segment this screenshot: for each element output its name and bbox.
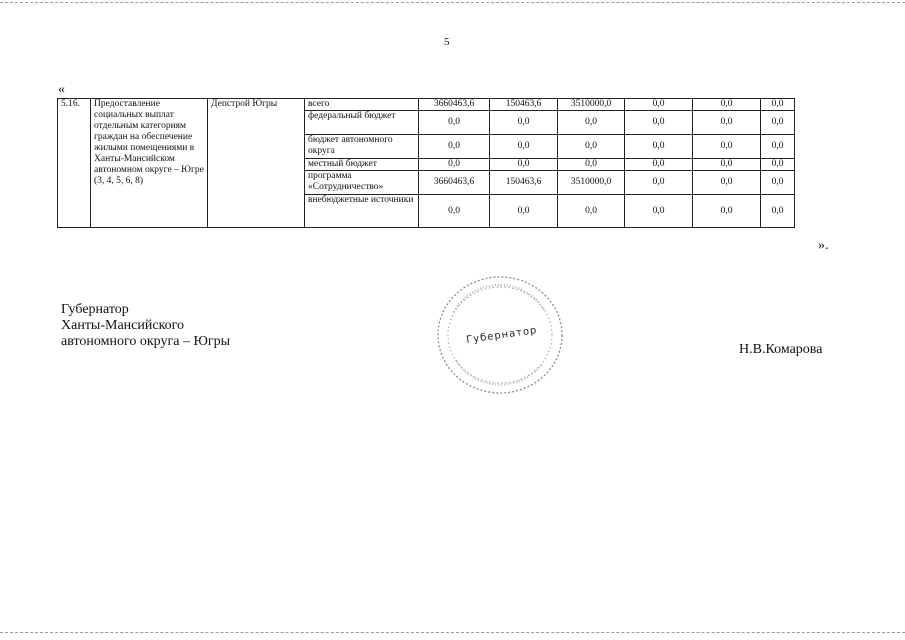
value-cell: 0,0 xyxy=(693,159,761,171)
value-cell: 150463,6 xyxy=(490,171,558,195)
value-cell: 0,0 xyxy=(625,111,693,135)
signatory-title-line: Ханты-Мансийского xyxy=(61,318,185,333)
value-cell: 0,0 xyxy=(693,99,761,111)
value-cell: 0,0 xyxy=(625,135,693,159)
value-cell: 3660463,6 xyxy=(419,99,490,111)
funding-source: местный бюджет xyxy=(305,159,419,171)
funding-source: всего xyxy=(305,99,419,111)
value-cell: 0,0 xyxy=(761,171,795,195)
funding-table xyxy=(57,98,795,228)
value-cell: 0,0 xyxy=(625,159,693,171)
value-cell: 0,0 xyxy=(625,171,693,195)
value-cell: 0,0 xyxy=(419,111,490,135)
value-cell: 0,0 xyxy=(761,135,795,159)
signatory-title-line: Губернатор xyxy=(61,302,129,317)
funding-source: программа «Сотрудничество» xyxy=(305,171,419,195)
value-cell: 0,0 xyxy=(558,159,625,171)
value-cell: 150463,6 xyxy=(490,99,558,111)
value-cell: 0,0 xyxy=(490,111,558,135)
funding-source: внебюджетные источники xyxy=(305,195,419,228)
funding-source: федеральный бюджет xyxy=(305,111,419,135)
value-cell: 0,0 xyxy=(693,111,761,135)
value-cell: 0,0 xyxy=(490,135,558,159)
value-cell: 0,0 xyxy=(693,171,761,195)
value-cell: 0,0 xyxy=(625,99,693,111)
value-cell: 0,0 xyxy=(558,195,625,228)
program-executor: Депстрой Югры xyxy=(208,99,305,228)
value-cell: 0,0 xyxy=(419,159,490,171)
value-cell: 0,0 xyxy=(761,159,795,171)
value-cell: 0,0 xyxy=(419,135,490,159)
close-quote-mark: ». xyxy=(818,238,829,253)
value-cell: 0,0 xyxy=(490,159,558,171)
value-cell: 0,0 xyxy=(761,99,795,111)
value-cell: 0,0 xyxy=(693,195,761,228)
signer-name: Н.В.Комарова xyxy=(739,342,823,357)
value-cell: 0,0 xyxy=(419,195,490,228)
program-description: Предоставление социальных выплат отдельным категориям граждан на обеспечение жилыми помещениями в Ханты-Мансийском автономном округе – Югре (3, 4, 5, 6, 8) xyxy=(91,99,208,228)
value-cell: 3510000,0 xyxy=(558,99,625,111)
page-number: 5 xyxy=(444,36,450,48)
value-cell: 0,0 xyxy=(558,135,625,159)
top-scan-edge xyxy=(0,2,905,3)
value-cell: 0,0 xyxy=(693,135,761,159)
table-row xyxy=(58,99,795,111)
bottom-scan-edge xyxy=(0,632,905,633)
open-quote-mark: « xyxy=(58,82,65,97)
value-cell: 3510000,0 xyxy=(558,171,625,195)
value-cell: 0,0 xyxy=(558,111,625,135)
program-number: 5.16. xyxy=(58,99,91,228)
value-cell: 3660463,6 xyxy=(419,171,490,195)
funding-source: бюджет автономного округа xyxy=(305,135,419,159)
value-cell: 0,0 xyxy=(490,195,558,228)
signatory-title-line: автономного округа – Югры xyxy=(61,334,230,349)
seal-text: Губернатор xyxy=(465,325,539,346)
value-cell: 0,0 xyxy=(625,195,693,228)
value-cell: 0,0 xyxy=(761,111,795,135)
value-cell: 0,0 xyxy=(761,195,795,228)
signatory-title xyxy=(61,302,230,350)
